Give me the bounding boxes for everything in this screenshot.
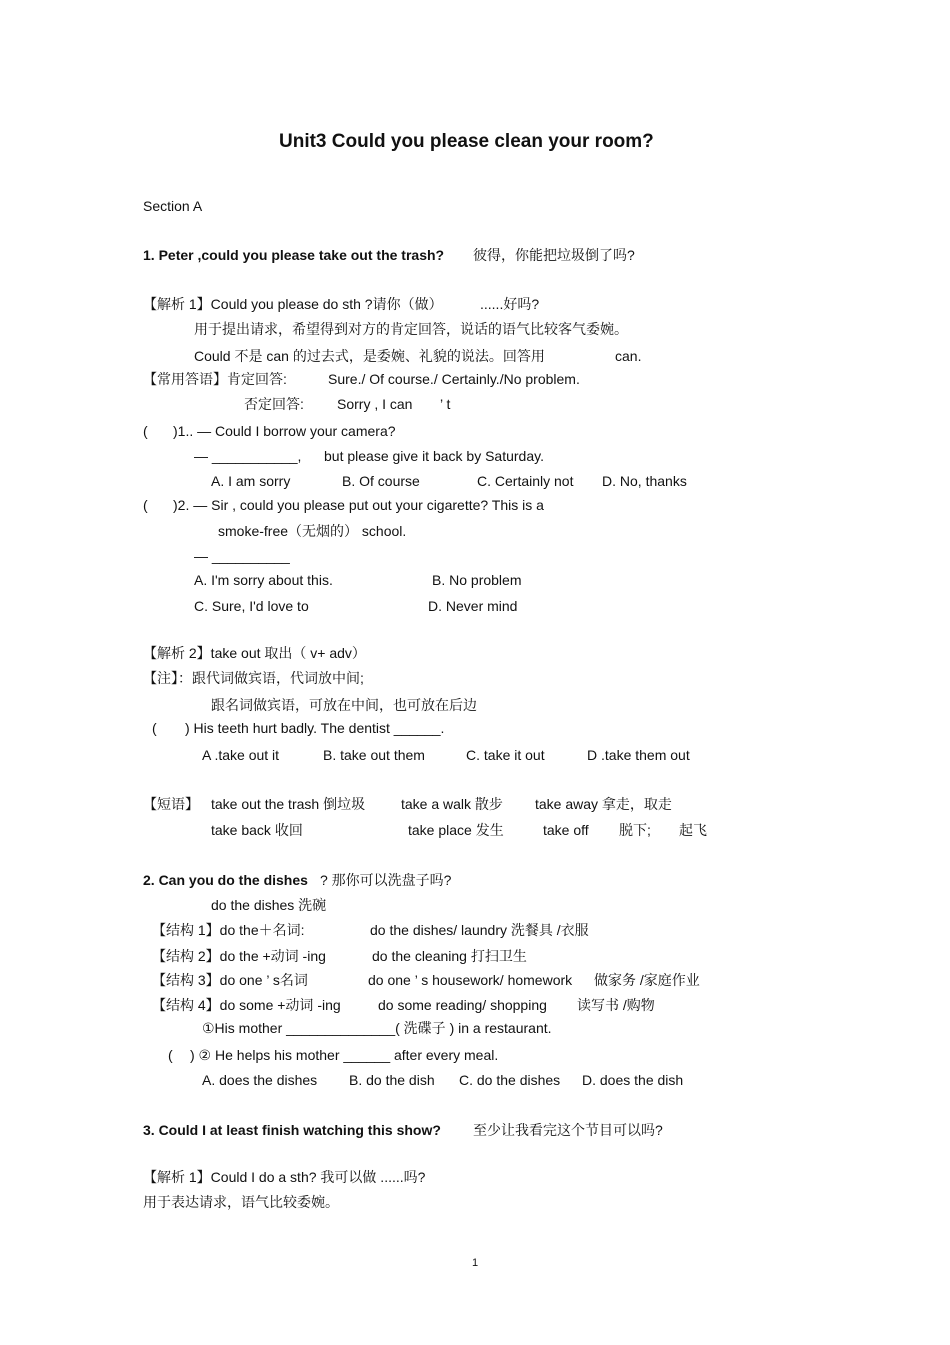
q2-heading: 2. Can you do the dishes — [143, 872, 308, 888]
ex3-option: D .take them out — [587, 747, 690, 763]
ex1-rest: but please give it back by Saturday. — [324, 448, 544, 464]
note-line-1: 【注】：跟代词做宾语，代词放中间; — [143, 670, 364, 686]
structure-2-example: do the cleaning 打扫卫生 — [372, 948, 527, 964]
structure-1: 【结构 1】do the＋名词: — [152, 922, 305, 938]
answers-negative-end: ’ t — [440, 396, 451, 412]
ex2-option: D. Never mind — [428, 598, 518, 614]
q1-analysis-1b: ......好吗? — [480, 296, 540, 312]
phrase-item: 起飞 — [679, 822, 707, 838]
q1-analysis-line3-end: can. — [615, 348, 642, 364]
q2-exercise-2: ) ② He helps his mother ______ after every meal. — [190, 1047, 499, 1063]
q1-analysis-line3: Could 不是 can 的过去式，是委婉、礼貌的说法。回答用 — [194, 348, 545, 364]
ex2-option: B. No problem — [432, 572, 522, 588]
q1-analysis-line2: 用于提出请求，希望得到对方的肯定回答，说话的语气比较客气委婉。 — [194, 321, 628, 337]
structure-3: 【结构 3】do one ’ s名词 — [152, 972, 308, 988]
phrase-item: take back 收回 — [211, 822, 303, 838]
phrase-item: take a walk 散步 — [401, 796, 503, 812]
answers-negative: Sorry , I can — [337, 396, 413, 412]
q1-heading: 1. Peter ,could you please take out the trash? — [143, 247, 445, 263]
ex3-option: C. take it out — [466, 747, 545, 763]
q2-ex2-option: B. do the dish — [349, 1072, 435, 1088]
ex3-paren: ( — [152, 720, 157, 736]
ex3-question: ) His teeth hurt badly. The dentist ______. — [185, 720, 445, 736]
ex1-option: B. Of course — [342, 473, 420, 489]
q3-note: 用于表达请求，语气比较委婉。 — [143, 1194, 339, 1210]
ex2-question: )2. — Sir , could you please put out your cigarette? This is a — [173, 497, 544, 513]
ex1-option: C. Certainly not — [477, 473, 574, 489]
ex3-option: B. take out them — [323, 747, 425, 763]
ex1-blank: — ___________, — [194, 448, 302, 464]
ex2-blank: — __________ — [194, 548, 290, 564]
ex3-option: A .take out it — [202, 747, 280, 763]
structure-3-cn: 做家务 /家庭作业 — [594, 972, 700, 988]
q2-dishes: do the dishes 洗碗 — [211, 897, 327, 913]
q2-ex2-option: D. does the dish — [582, 1072, 684, 1088]
q3-heading-cn: 至少让我看完这个节目可以吗? — [473, 1122, 663, 1138]
q1-heading-cn: 彼得，你能把垃圾倒了吗? — [473, 247, 635, 263]
q2-ex2-paren: ( — [168, 1047, 173, 1063]
ex1-question: )1.. — Could I borrow your camera? — [173, 423, 396, 439]
q1-analysis-2: 【解析 2】take out 取出（ v+ adv） — [143, 645, 366, 661]
answers-label: 【常用答语】肯定回答: — [143, 371, 287, 387]
ex1-option: D. No, thanks — [602, 473, 687, 489]
section-label: Section A — [143, 198, 203, 214]
structure-3-example: do one ’ s housework/ homework — [368, 972, 573, 988]
phrases-label: 【短语】 — [143, 796, 199, 812]
structure-4: 【结构 4】do some +动词 -ing — [152, 997, 341, 1013]
ex2-option: A. I'm sorry about this. — [194, 572, 333, 588]
phrase-item: take off — [543, 822, 589, 838]
structure-2: 【结构 2】do the +动词 -ing — [152, 948, 326, 964]
ex2-option: C. Sure, I'd love to — [194, 598, 309, 614]
structure-4-cn: 读写书 /购物 — [577, 997, 655, 1013]
q3-heading: 3. Could I at least finish watching this show? — [143, 1122, 441, 1138]
phrase-item: take place 发生 — [408, 822, 504, 838]
q3-analysis: 【解析 1】Could I do a sth? 我可以做 ......吗? — [143, 1169, 426, 1185]
ex2-paren: ( — [143, 497, 148, 513]
q2-ex2-option: A. does the dishes — [202, 1072, 318, 1088]
ex1-paren: ( — [143, 423, 148, 439]
page-number: 1 — [472, 1257, 479, 1269]
note-line-2: 跟名词做宾语，可放在中间，也可放在后边 — [211, 697, 477, 713]
ex2-question-2: smoke-free（无烟的） school. — [218, 523, 407, 539]
q2-heading-cn: ? 那你可以洗盘子吗? — [320, 872, 452, 888]
phrase-item: take out the trash 倒垃圾 — [211, 796, 366, 812]
answers-negative-label: 否定回答: — [244, 396, 304, 412]
structure-4-example: do some reading/ shopping — [378, 997, 547, 1013]
q2-ex2-option: C. do the dishes — [459, 1072, 561, 1088]
page-title: Unit3 Could you please clean your room? — [279, 131, 654, 152]
q1-analysis-1: 【解析 1】Could you please do sth ?请你（做） — [143, 296, 443, 312]
structure-1-example: do the dishes/ laundry 洗餐具 /衣服 — [370, 922, 589, 938]
phrase-item: take away 拿走，取走 — [535, 796, 672, 812]
ex1-option: A. I am sorry — [211, 473, 291, 489]
q2-exercise-1: ①His mother ______________( 洗碟子 ) in a restaurant. — [202, 1020, 552, 1036]
phrase-item: 脱下; — [619, 822, 651, 838]
answers-positive: Sure./ Of course./ Certainly./No problem. — [328, 371, 580, 387]
